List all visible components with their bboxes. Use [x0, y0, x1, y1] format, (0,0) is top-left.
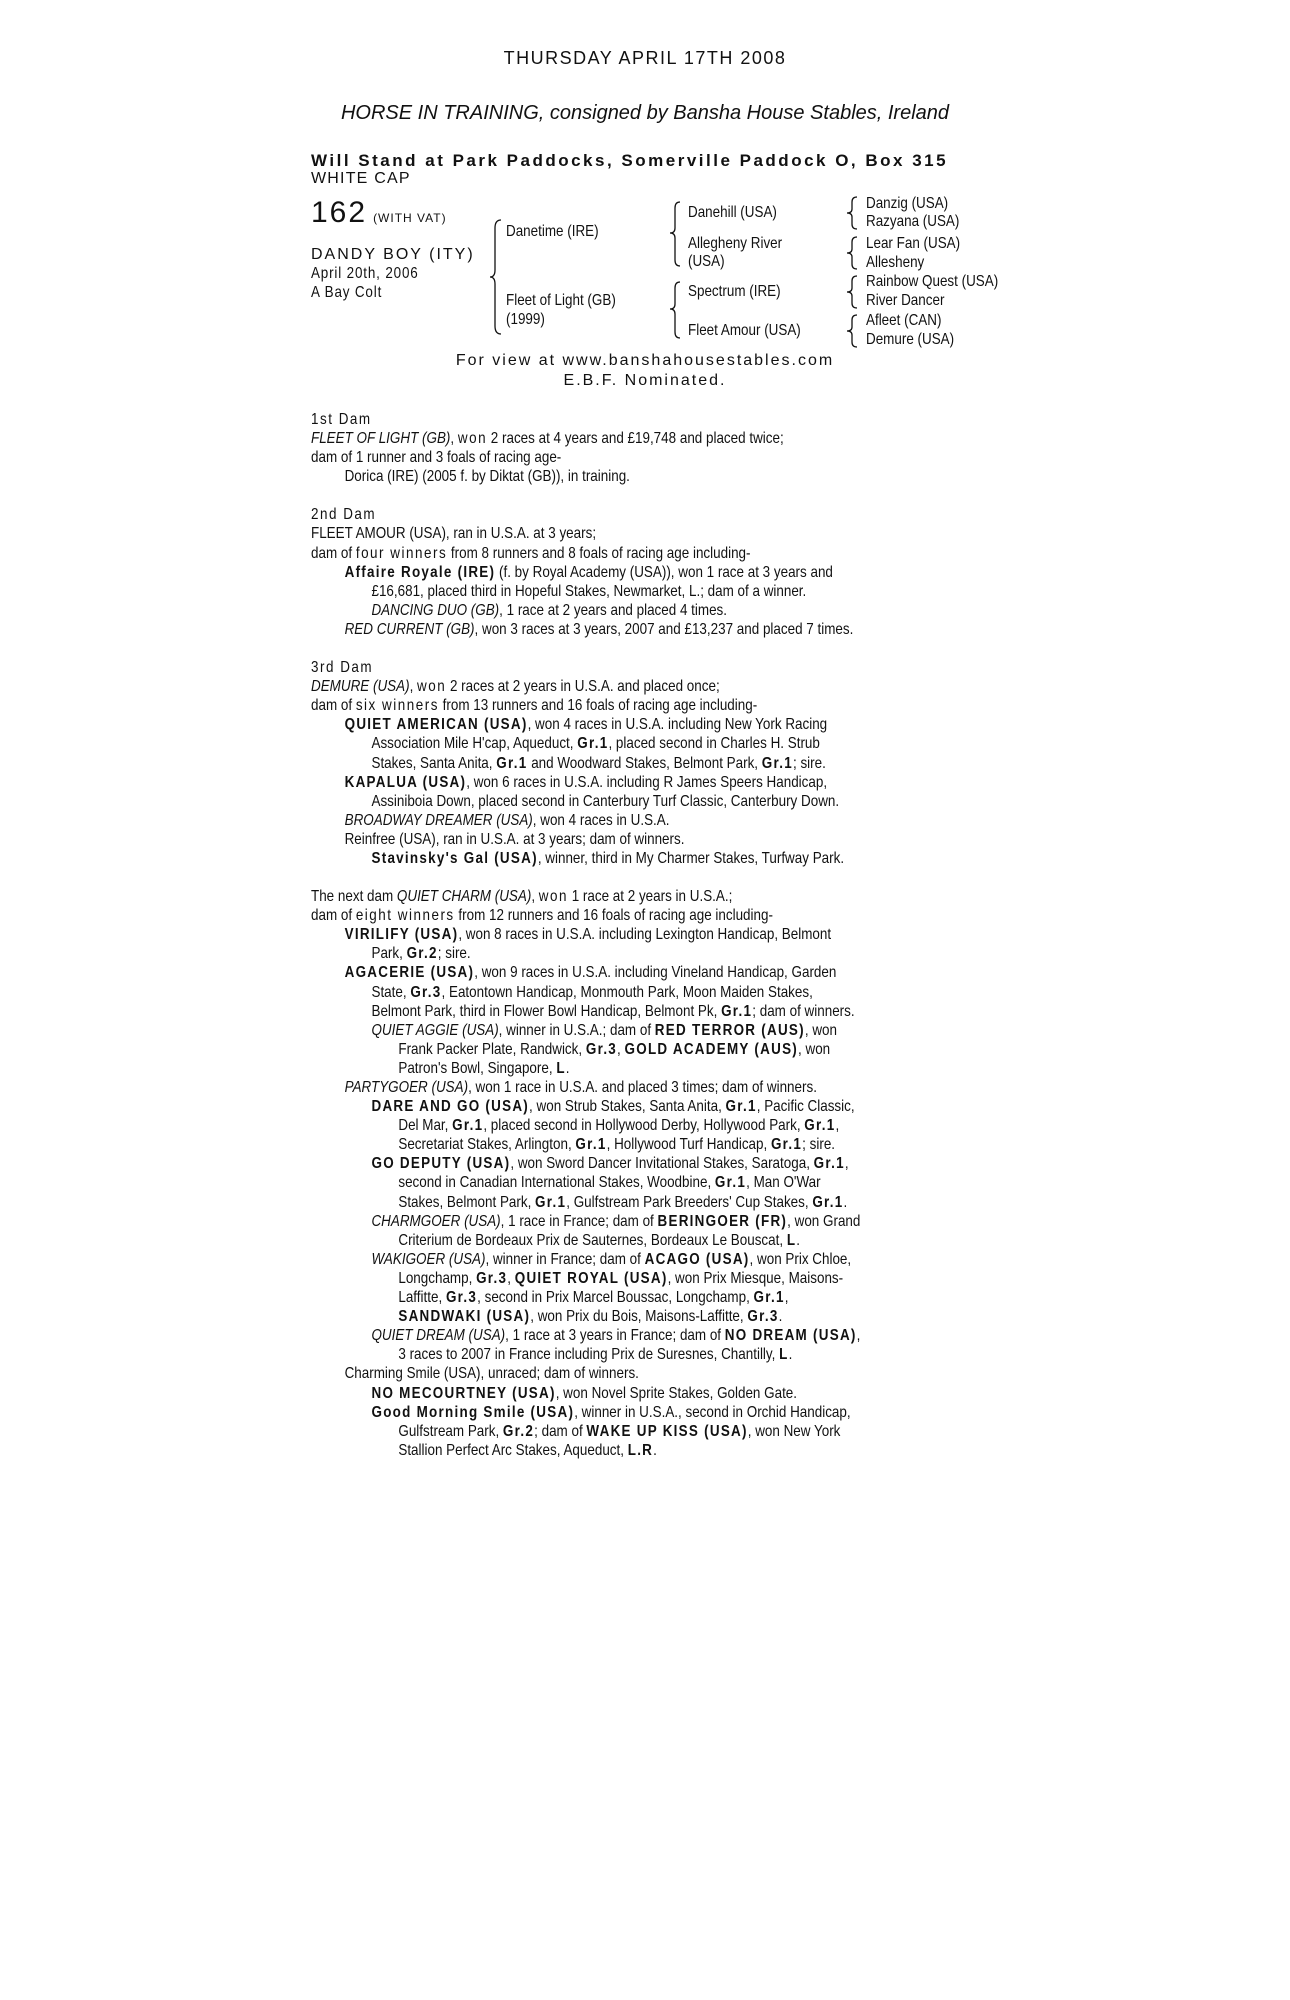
next-dam-line: Laffitte, Gr.3, second in Prix Marcel Boussac, Longchamp, Gr.1, [398, 1289, 789, 1307]
lot-number: 162 [311, 196, 368, 229]
third-dam-line: Stakes, Santa Anita, Gr.1 and Woodward Stakes, Belmont Park, Gr.1; sire. [371, 754, 826, 772]
produce-record [311, 410, 1000, 1460]
second-dam-line: RED CURRENT (GB), won 3 races at 3 years, 2007 and £13,237 and placed 7 times. [344, 620, 854, 638]
foaling-date: April 20th, 2006 [311, 265, 419, 282]
sire-dam-brace [488, 218, 504, 336]
ebf-line: E.B.F. Nominated. [563, 372, 727, 389]
website-line: For view at www.banshahousestables.com [455, 352, 835, 369]
third-dam-line: Reinfree (USA), ran in U.S.A. at 3 years; dam of winners. [344, 830, 685, 848]
next-dam-line: NO MECOURTNEY (USA), won Novel Sprite Stakes, Golden Gate. [371, 1384, 798, 1402]
spacer [311, 486, 1000, 505]
next-dam-line: QUIET AGGIE (USA), winner in U.S.A.; dam of RED TERROR (AUS), won [371, 1021, 838, 1039]
pedigree-gen3-3: Lear Fan (USA) [866, 235, 961, 252]
horse-name: DANDY BOY (ITY) [311, 246, 475, 263]
third-dam-line: KAPALUA (USA), won 6 races in U.S.A. including R James Speers Handicap, [344, 773, 828, 791]
second-dam-line: dam of four winners from 8 runners and 8 foals of racing age including- [311, 544, 751, 562]
third-dam-line: Stavinsky's Gal (USA), winner, third in My Charmer Stakes, Turfway Park. [371, 849, 845, 867]
dam-year: (1999) [506, 311, 545, 328]
pedigree-gen2-2: Allegheny River [688, 235, 783, 252]
third-dam-line: dam of six winners from 13 runners and 16 foals of racing age including- [311, 697, 758, 715]
next-dam-line: PARTYGOER (USA), won 1 race in U.S.A. and placed 3 times; dam of winners. [344, 1079, 817, 1096]
pedigree-gen3-7: Afleet (CAN) [866, 312, 942, 329]
next-dam-line: dam of eight winners from 12 runners and 16 foals of racing age including- [311, 907, 773, 925]
gen3-brace-2 [845, 235, 859, 271]
first-dam-line: Dorica (IRE) (2005 f. by Diktat (GB)), in training. [344, 468, 630, 486]
cap-colour: WHITE CAP [311, 170, 411, 187]
first-dam-line: FLEET OF LIGHT (GB), won 2 races at 4 years and £19,748 and placed twice; [311, 430, 784, 448]
third-dam-heading: 3rd Dam [311, 659, 374, 677]
pedigree-gen3-5: Rainbow Quest (USA) [866, 273, 999, 290]
next-dam-line: Stakes, Belmont Park, Gr.1, Gulfstream Park Breeders' Cup Stakes, Gr.1. [398, 1193, 848, 1211]
second-dam-line: Affaire Royale (IRE) (f. by Royal Academy (USA)), won 1 race at 3 years and [344, 563, 833, 581]
second-dam-heading: 2nd Dam [311, 506, 377, 524]
pedigree-gen2-4: Fleet Amour (USA) [688, 322, 801, 339]
pedigree-gen2-2b: (USA) [688, 253, 725, 270]
next-dam-line: The next dam QUIET CHARM (USA), won 1 race at 2 years in U.S.A.; [311, 888, 733, 906]
next-dam-line: State, Gr.3, Eatontown Handicap, Monmouth Park, Moon Maiden Stakes, [371, 983, 813, 1001]
third-dam-line: Association Mile H'cap, Aqueduct, Gr.1, placed second in Charles H. Strub [371, 735, 820, 753]
third-dam-line: DEMURE (USA), won 2 races at 2 years in U.S.A. and placed once; [311, 678, 720, 696]
next-dam-line: QUIET DREAM (USA), 1 race at 3 years in France; dam of NO DREAM (USA), [371, 1327, 861, 1345]
next-dam-line: Gulfstream Park, Gr.2; dam of WAKE UP KISS (USA), won New York [398, 1422, 841, 1440]
gen3-brace-1 [845, 195, 859, 231]
gen3-brace-3 [845, 274, 859, 310]
next-dam-line: GO DEPUTY (USA), won Sword Dancer Invitational Stakes, Saratoga, Gr.1, [371, 1155, 849, 1173]
next-dam-line: DARE AND GO (USA), won Strub Stakes, Santa Anita, Gr.1, Pacific Classic, [371, 1098, 855, 1116]
next-dam-line: 3 races to 2007 in France including Prix de Suresnes, Chantilly, L. [398, 1346, 793, 1364]
dam-name: Fleet of Light (GB) [506, 292, 616, 309]
pedigree-gen3-4: Allesheny [866, 254, 925, 271]
vat-label: (WITH VAT) [373, 211, 447, 225]
next-dam-line: Del Mar, Gr.1, placed second in Hollywood Derby, Hollywood Park, Gr.1, [398, 1117, 840, 1135]
next-dam-line: Patron's Bowl, Singapore, L. [398, 1059, 570, 1077]
lot-number-block [311, 196, 447, 230]
next-dam-line: CHARMGOER (USA), 1 race in France; dam of BERINGOER (FR), won Grand [371, 1212, 861, 1230]
pedigree-gen3-1: Danzig (USA) [866, 195, 949, 212]
next-dam-line: Charming Smile (USA), unraced; dam of winners. [344, 1365, 639, 1383]
stall-location: Will Stand at Park Paddocks, Somerville Paddock O, Box 315 [311, 151, 949, 170]
consignment-line: HORSE IN TRAINING, consigned by Bansha House Stables, Ireland [340, 102, 950, 124]
next-dam-line: AGACERIE (USA), won 9 races in U.S.A. including Vineland Handicap, Garden [344, 964, 837, 982]
next-dam-line: Park, Gr.2; sire. [371, 945, 471, 963]
third-dam-line: QUIET AMERICAN (USA), won 4 races in U.S.A. including New York Racing [344, 716, 828, 734]
next-dam-line: SANDWAKI (USA), won Prix du Bois, Maisons-Laffitte, Gr.3. [398, 1308, 783, 1326]
horse-description: A Bay Colt [311, 284, 383, 301]
gen3-brace-4 [845, 313, 859, 349]
sire-parents-brace [667, 200, 683, 270]
first-dam-line: dam of 1 runner and 3 foals of racing age- [311, 449, 562, 467]
first-dam-heading: 1st Dam [311, 411, 372, 428]
next-dam-line: Good Morning Smile (USA), winner in U.S.A., second in Orchid Handicap, [371, 1403, 851, 1421]
next-dam-line: VIRILIFY (USA), won 8 races in U.S.A. including Lexington Handicap, Belmont [344, 926, 832, 944]
second-dam-line: FLEET AMOUR (USA), ran in U.S.A. at 3 years; [311, 525, 597, 543]
spacer [311, 639, 1000, 658]
third-dam-line: Assiniboia Down, placed second in Canterbury Turf Classic, Canterbury Down. [371, 792, 840, 810]
second-dam-line: £16,681, placed third in Hopeful Stakes, Newmarket, L.; dam of a winner. [371, 582, 807, 600]
next-dam-line: Frank Packer Plate, Randwick, Gr.3, GOLD ACADEMY (AUS), won [398, 1040, 831, 1058]
next-dam-line: WAKIGOER (USA), winner in France; dam of ACAGO (USA), won Prix Chloe, [371, 1250, 852, 1268]
third-dam-line: BROADWAY DREAMER (USA), won 4 races in U.S.A. [344, 811, 670, 829]
pedigree-gen3-2: Razyana (USA) [866, 213, 960, 230]
dam-parents-brace [667, 280, 683, 342]
horse-details [311, 245, 475, 302]
pedigree-gen3-8: Demure (USA) [866, 331, 955, 348]
next-dam-line: Secretariat Stakes, Arlington, Gr.1, Hollywood Turf Handicap, Gr.1; sire. [398, 1136, 836, 1154]
pedigree-gen2-1: Danehill (USA) [688, 204, 777, 221]
next-dam-line: Longchamp, Gr.3, QUIET ROYAL (USA), won Prix Miesque, Maisons- [398, 1269, 844, 1287]
spacer [311, 868, 1000, 887]
second-dam-line: DANCING DUO (GB), 1 race at 2 years and placed 4 times. [371, 601, 728, 619]
sale-date: THURSDAY APRIL 17TH 2008 [503, 48, 787, 68]
next-dam-line: Stallion Perfect Arc Stakes, Aqueduct, L.R. [398, 1441, 657, 1459]
next-dam-line: second in Canadian International Stakes, Woodbine, Gr.1, Man O'War [398, 1174, 821, 1192]
next-dam-line: Belmont Park, third in Flower Bowl Handicap, Belmont Pk, Gr.1; dam of winners. [371, 1002, 855, 1020]
sire-name: Danetime (IRE) [506, 223, 599, 240]
next-dam-line: Criterium de Bordeaux Prix de Sauternes, Bordeaux Le Bouscat, L. [398, 1231, 801, 1249]
pedigree-gen2-3: Spectrum (IRE) [688, 283, 781, 300]
pedigree-gen3-6: River Dancer [866, 292, 945, 309]
